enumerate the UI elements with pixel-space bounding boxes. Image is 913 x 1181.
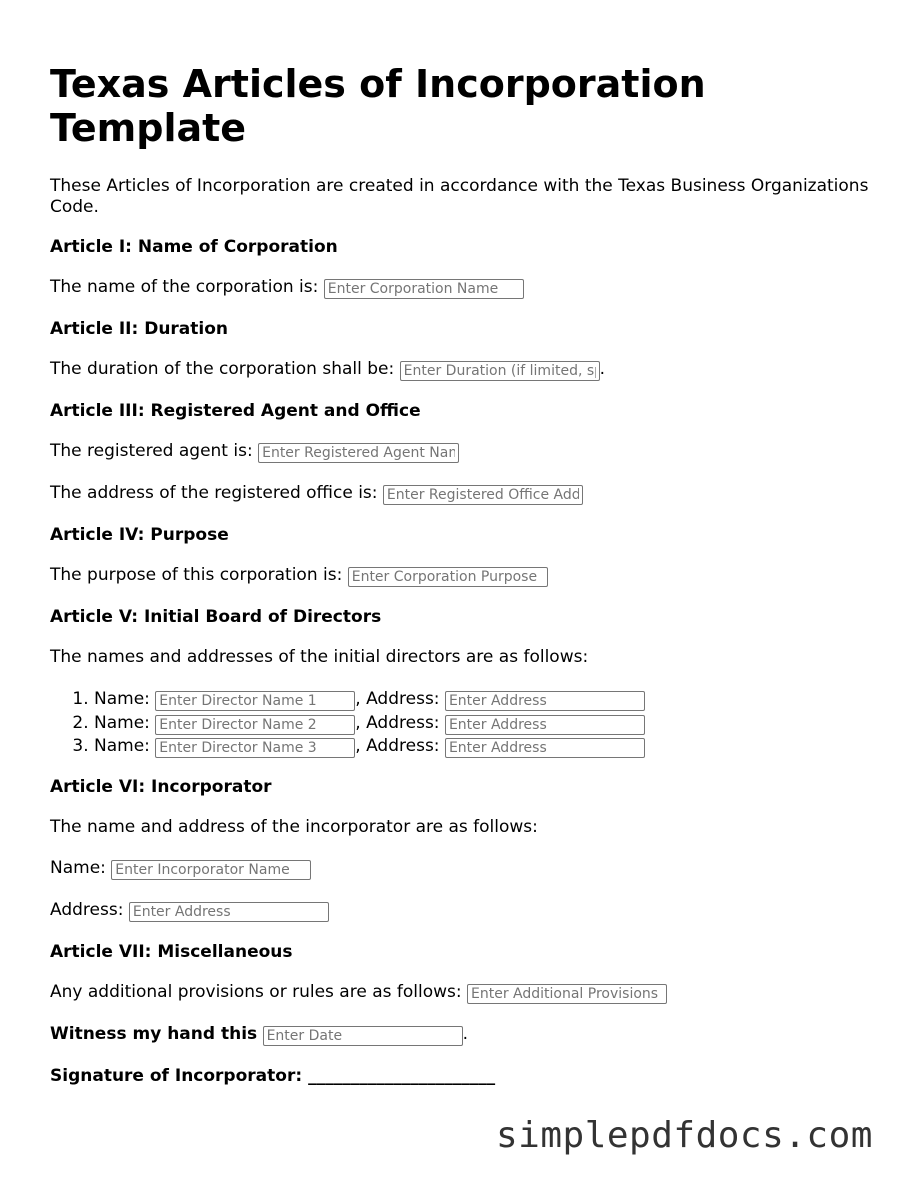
director-name-label: Name:: [94, 736, 150, 756]
article-4-line: [50, 565, 870, 587]
article-7-line: [50, 982, 870, 1004]
provisions-label: Any additional provisions or rules are as follows:: [50, 981, 462, 1002]
director-3-name-input[interactable]: [155, 738, 355, 758]
purpose-label: The purpose of this corporation is:: [50, 565, 343, 585]
corporation-name-input[interactable]: [324, 279, 524, 299]
registered-agent-input[interactable]: [258, 443, 459, 463]
article-1-heading: Article I: Name of Corporation: [50, 237, 338, 257]
registered-office-input[interactable]: [383, 485, 583, 505]
witness-line: [50, 1024, 870, 1046]
witness-label: Witness my hand this: [50, 1023, 258, 1044]
article-3-heading: Article III: Registered Agent and Office: [50, 401, 421, 421]
directors-list: [50, 688, 870, 759]
incorporator-intro: The name and address of the incorporator are as follows:: [50, 816, 538, 837]
director-address-label: , Address:: [355, 736, 440, 756]
director-1-address-input[interactable]: [445, 691, 645, 711]
signature-line: [50, 1066, 870, 1087]
signature-blank: ______________________: [308, 1065, 496, 1086]
duration-input[interactable]: [400, 361, 600, 381]
provisions-input[interactable]: [467, 984, 667, 1004]
article-1-line: [50, 277, 870, 299]
article-4-heading: Article IV: Purpose: [50, 525, 229, 545]
director-3-address-input[interactable]: [445, 738, 645, 758]
registered-office-line: [50, 483, 870, 505]
director-address-label: , Address:: [355, 712, 440, 733]
director-item: [94, 735, 870, 759]
intro-text: These Articles of Incorporation are created in accordance with the Texas Business Organizations Code.: [50, 176, 869, 217]
article-2-heading: Article II: Duration: [50, 319, 229, 339]
witness-suffix: .: [462, 1023, 468, 1044]
incorporator-address-label: Address:: [50, 899, 124, 920]
article-6-heading: Article VI: Incorporator: [50, 776, 272, 797]
registered-agent-line: [50, 441, 870, 463]
incorporator-name-line: [50, 858, 870, 880]
duration-suffix: .: [599, 359, 606, 379]
watermark-text: simplepdfdocs.com: [496, 1115, 873, 1156]
article-7-heading: Article VII: Miscellaneous: [50, 941, 293, 962]
director-name-label: Name:: [94, 689, 150, 709]
director-item: [94, 712, 870, 736]
director-name-label: Name:: [94, 712, 150, 733]
director-item: [94, 688, 870, 712]
director-2-name-input[interactable]: [155, 715, 355, 735]
registered-agent-label: The registered agent is:: [50, 441, 253, 461]
incorporator-name-input[interactable]: [111, 860, 311, 880]
corporation-name-label: The name of the corporation is:: [50, 277, 319, 297]
duration-label: The duration of the corporation shall be:: [50, 359, 395, 379]
incorporator-name-label: Name:: [50, 857, 106, 878]
director-1-name-input[interactable]: [155, 691, 355, 711]
document: [50, 62, 870, 1107]
registered-office-label: The address of the registered office is:: [50, 483, 378, 503]
purpose-input[interactable]: [348, 567, 548, 587]
page-title: Texas Articles of Incorporation Template: [50, 62, 706, 150]
director-2-address-input[interactable]: [445, 715, 645, 735]
incorporator-address-line: [50, 900, 870, 922]
article-2-line: [50, 359, 870, 381]
witness-date-input[interactable]: [263, 1026, 463, 1046]
director-address-label: , Address:: [355, 689, 440, 709]
directors-intro: The names and addresses of the initial directors are as follows:: [50, 647, 589, 667]
incorporator-address-input[interactable]: [129, 902, 329, 922]
signature-label: Signature of Incorporator:: [50, 1065, 303, 1086]
article-5-heading: Article V: Initial Board of Directors: [50, 607, 382, 627]
